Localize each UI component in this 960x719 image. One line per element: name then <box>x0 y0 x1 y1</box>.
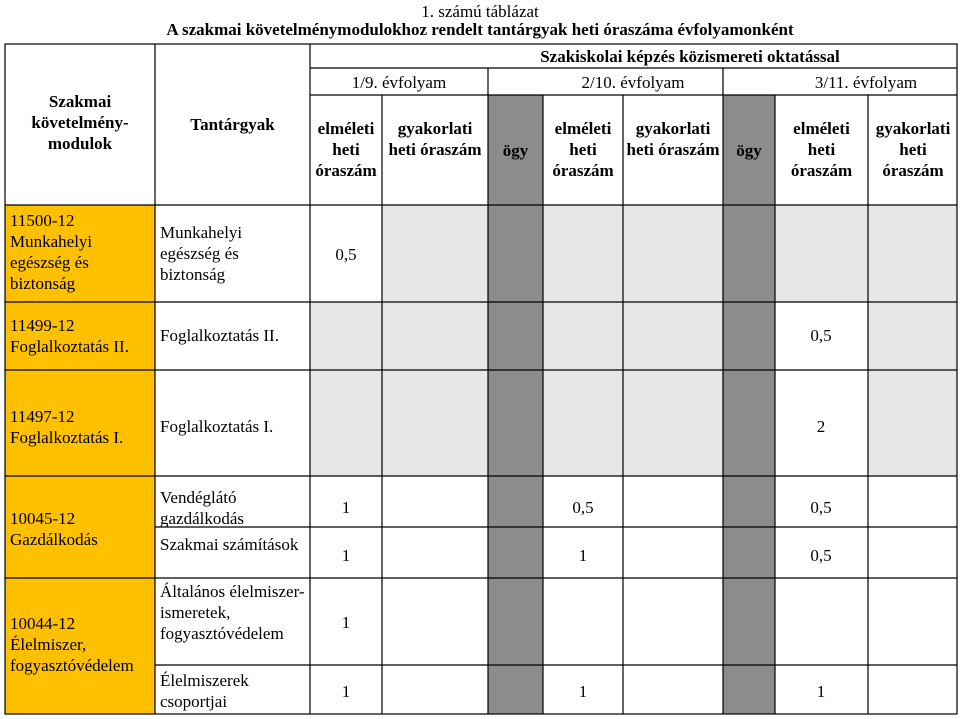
module-name-4: Gazdálkodás <box>10 530 98 549</box>
value-r4-y3-theory: 0,5 <box>810 498 832 517</box>
module-name-3: Foglalkoztatás I. <box>10 428 124 447</box>
module-code-5: 10044-12 <box>10 614 76 633</box>
ogy-column-2 <box>723 95 775 714</box>
header-theory-2: elméleti heti óraszám <box>552 119 614 180</box>
empty-fill-e <box>543 302 723 370</box>
value-r1-y1-theory: 0,5 <box>335 245 357 264</box>
subject-7: Élelmiszerek csoportjai <box>160 671 249 711</box>
empty-fill-g <box>310 370 488 476</box>
empty-fill-a <box>382 205 488 302</box>
empty-fill-d <box>310 302 488 370</box>
table-caption: 1. számú táblázat <box>421 2 539 21</box>
value-r5-y3-theory: 0,5 <box>810 546 832 565</box>
header-theory-1: elméleti heti óraszám <box>315 119 377 180</box>
header-modules: Szakmai követelmény-modulok <box>31 92 129 153</box>
header-practice-3: gyakorlati heti óraszám <box>875 119 951 180</box>
value-r2-y3-theory: 0,5 <box>810 326 832 345</box>
module-name-5: Élelmiszer, fogyasztóvédelem <box>10 635 134 675</box>
table-title: A szakmai követelménymodulokhoz rendelt tantárgyak heti óraszáma évfolyamonként <box>166 20 794 39</box>
module-name-2: Foglalkoztatás II. <box>10 337 129 356</box>
module-code-1: 11500-12 <box>10 211 75 230</box>
subject-2: Foglalkoztatás II. <box>160 326 279 345</box>
header-practice-2: gyakorlati heti óraszám <box>626 119 720 159</box>
header-practice-1: gyakorlati heti óraszám <box>388 119 482 159</box>
header-theory-3: elméleti heti óraszám <box>790 119 853 180</box>
value-r7-y3-theory: 1 <box>816 682 826 701</box>
value-r5-y2-theory: 1 <box>578 546 588 565</box>
subject-6: Általános élelmiszer-ismeretek, fogyasztóvédelem <box>160 582 305 643</box>
empty-fill-h <box>543 370 723 476</box>
value-r3-y3-theory: 2 <box>816 417 826 436</box>
subject-5: Szakmai számítások <box>160 535 299 554</box>
value-r7-y2-theory: 1 <box>578 682 588 701</box>
empty-fill-b <box>543 205 723 302</box>
module-name-1: Munkahelyi egészség és biztonság <box>10 232 93 293</box>
module-code-3: 11497-12 <box>10 407 75 426</box>
value-r4-y1-theory: 1 <box>341 498 351 517</box>
value-r7-y1-theory: 1 <box>341 682 351 701</box>
ogy-column-1 <box>488 95 543 714</box>
header-ogy-2: ögy <box>736 141 762 160</box>
empty-fill-c <box>775 205 957 302</box>
header-year-2: 2/10. évfolyam <box>581 73 685 92</box>
subject-1: Munkahelyi egészség és biztonság <box>160 223 243 284</box>
module-code-2: 11499-12 <box>10 316 75 335</box>
header-year-3: 3/11. évfolyam <box>814 73 918 92</box>
header-training: Szakiskolai képzés közismereti oktatással <box>540 47 840 66</box>
header-subjects: Tantárgyak <box>190 115 275 134</box>
value-r6-y1-theory: 1 <box>341 613 351 632</box>
value-r5-y1-theory: 1 <box>341 546 351 565</box>
header-ogy-1: ögy <box>502 141 529 160</box>
value-r4-y2-theory: 0,5 <box>572 498 594 517</box>
empty-fill-i <box>868 370 957 476</box>
header-year-1: 1/9. évfolyam <box>351 73 447 92</box>
subject-3: Foglalkoztatás I. <box>160 417 274 436</box>
module-code-4: 10045-12 <box>10 509 76 528</box>
subject-4: Vendéglátó gazdálkodás <box>160 488 245 528</box>
empty-fill-f <box>868 302 957 370</box>
